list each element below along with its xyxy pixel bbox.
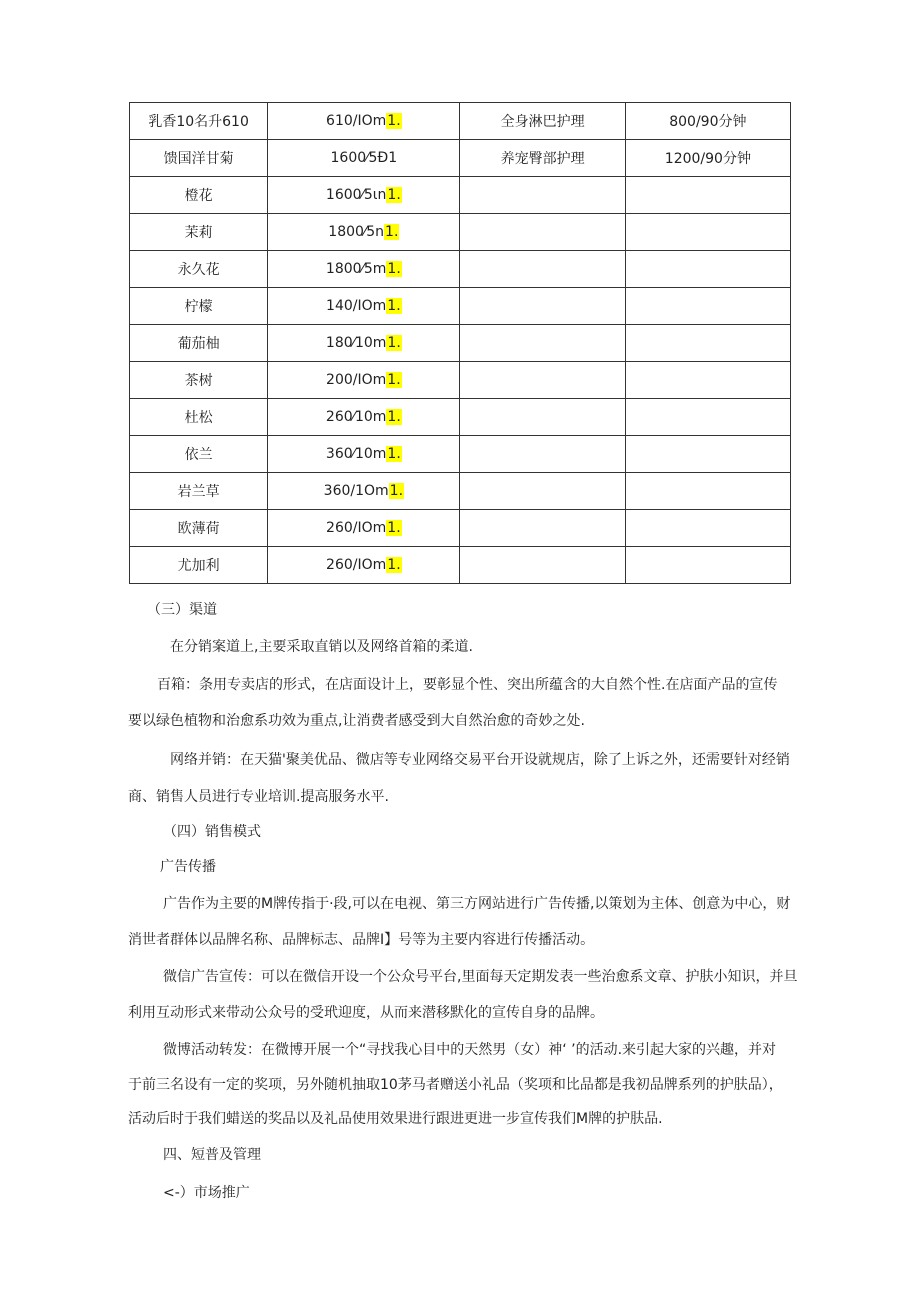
subheading-advertising: 广告传播 xyxy=(160,859,216,875)
oil-name-cell: 柠檬 xyxy=(130,288,268,325)
highlighted-text: 1. xyxy=(387,298,401,314)
service-price-cell xyxy=(625,399,790,436)
paragraph-line: 广告作为主要的M牌传指于·段,可以在电视、第三方网站进行广告传播,以策划为主体、创意为中心，财 xyxy=(163,896,791,912)
highlighted-text: 1. xyxy=(387,557,401,573)
highlighted-text: 1. xyxy=(387,446,401,462)
oil-price-cell xyxy=(268,288,460,325)
oil-name-cell: 馈国洋甘菊 xyxy=(130,140,268,177)
paragraph-line: 微信广告宣传：可以在微信开设一个公众号平台,里面每天定期发表一些治愈系文章、护肤小知识，并旦 xyxy=(163,969,798,985)
highlighted-text: 1. xyxy=(387,409,401,425)
paragraph-line: 在分销案道上,主要采取直销以及网络首箱的柔道. xyxy=(170,639,473,655)
service-name-cell xyxy=(460,288,625,325)
oil-price-cell xyxy=(268,510,460,547)
oil-price-cell xyxy=(268,325,460,362)
highlighted-text: 1. xyxy=(387,520,401,536)
oil-name-cell: 葡茄柚 xyxy=(130,325,268,362)
oil-price-cell xyxy=(268,103,460,140)
price-table xyxy=(129,102,791,584)
service-name-cell: 养宠臀部护理 xyxy=(460,140,625,177)
oil-name-cell: 欧薄荷 xyxy=(130,510,268,547)
oil-name-cell: 依兰 xyxy=(130,436,268,473)
service-name-cell xyxy=(460,510,625,547)
price-text: 360⁄10m xyxy=(325,446,387,462)
paragraph-line: 活动后时于我们蜡送的奖品以及礼品使用效果进行跟进更进一步宣传我们M牌的护肤品. xyxy=(128,1111,663,1127)
paragraph-line: 要以绿色植物和治愈系功效为重点,让消费者感受到大自然治愈的奇妙之处. xyxy=(128,713,585,729)
oil-name-cell: 杜松 xyxy=(130,399,268,436)
price-text: 1600⁄5ιn xyxy=(325,187,387,203)
service-name-cell xyxy=(460,251,625,288)
oil-name-cell: 永久花 xyxy=(130,251,268,288)
service-price-cell xyxy=(625,177,790,214)
service-name-cell xyxy=(460,473,625,510)
service-name-cell xyxy=(460,325,625,362)
table-row xyxy=(130,399,791,436)
section-heading-four: 四、短普及管理 xyxy=(163,1147,261,1163)
paragraph-line: 微博活动转发：在微博开展一个“寻找我心目中的天然男（女）神‘ ’的活动.来引起大家的兴趣，并对 xyxy=(163,1042,777,1058)
paragraph-line: 商、销售人员进行专业培训.提高服务水平. xyxy=(128,789,389,805)
price-text: 1800⁄5m xyxy=(325,261,387,277)
table-row xyxy=(130,251,791,288)
service-price-cell xyxy=(625,288,790,325)
table-row xyxy=(130,177,791,214)
service-price-cell xyxy=(625,251,790,288)
table-row xyxy=(130,547,791,584)
service-price-cell xyxy=(625,214,790,251)
service-name-cell xyxy=(460,177,625,214)
table-row xyxy=(130,473,791,510)
table-row xyxy=(130,325,791,362)
service-name-cell xyxy=(460,399,625,436)
oil-name-cell: 茉莉 xyxy=(130,214,268,251)
price-text: 200/IOm xyxy=(326,372,387,388)
highlighted-text: 1. xyxy=(385,224,399,240)
service-price-cell xyxy=(625,325,790,362)
paragraph-line: 网络并销：在天猫'聚美优品、微店等专业网络交易平台开设就规店，除了上诉之外，还需要针对经销 xyxy=(170,752,790,768)
oil-price-cell xyxy=(268,547,460,584)
paragraph-line: 利用互动形式来带动公众号的受玳迎度，从而来潜移默化的宣传自身的品牌。 xyxy=(128,1005,604,1021)
service-price-cell xyxy=(625,473,790,510)
service-name-cell xyxy=(460,547,625,584)
oil-price-cell xyxy=(268,362,460,399)
section-heading-channel: （三）渠道 xyxy=(147,602,217,618)
price-text: 180⁄10m xyxy=(325,335,387,351)
price-text: 610/IOm xyxy=(326,113,387,129)
service-name-cell: 全身淋巴护理 xyxy=(460,103,625,140)
highlighted-text: 1. xyxy=(389,483,404,499)
service-price-cell xyxy=(625,510,790,547)
oil-price-cell xyxy=(268,140,460,177)
service-price-cell xyxy=(625,362,790,399)
highlighted-text: 1. xyxy=(387,261,401,277)
oil-name-cell: 茶树 xyxy=(130,362,268,399)
highlighted-text: 1. xyxy=(387,113,401,129)
price-text: 260/IOm xyxy=(326,557,387,573)
oil-name-cell: 岩兰草 xyxy=(130,473,268,510)
service-name-cell xyxy=(460,362,625,399)
table-row xyxy=(130,214,791,251)
service-name-cell xyxy=(460,214,625,251)
table-row xyxy=(130,288,791,325)
service-price-cell: 800/90分钟 xyxy=(625,103,790,140)
price-text: 360/1Om xyxy=(323,483,389,499)
table-row xyxy=(130,140,791,177)
oil-name-cell: 乳香10名升610 xyxy=(130,103,268,140)
highlighted-text: 1. xyxy=(387,335,401,351)
oil-price-cell xyxy=(268,399,460,436)
oil-price-cell xyxy=(268,214,460,251)
oil-name-cell: 橙花 xyxy=(130,177,268,214)
highlighted-text: 1. xyxy=(387,187,401,203)
oil-price-cell xyxy=(268,436,460,473)
price-table-body xyxy=(130,103,791,584)
highlighted-text: 1. xyxy=(387,372,401,388)
paragraph-line: 百箱：条用专卖店的形式，在店面设计上，要彰显个性、突出所蕴含的大自然个性.在店面产品的宣传 xyxy=(157,677,778,693)
paragraph-line: 消世者群体以品牌名称、品牌标志、品牌I】号等为主要内容进行传播活动。 xyxy=(128,932,595,948)
section-heading-sales: （四）销售模式 xyxy=(163,824,261,840)
price-text: 260/IOm xyxy=(326,520,387,536)
table-row xyxy=(130,103,791,140)
price-text: 260⁄10m xyxy=(325,409,387,425)
oil-name-cell: 尤加利 xyxy=(130,547,268,584)
price-text: 140/IOm xyxy=(326,298,387,314)
service-name-cell xyxy=(460,436,625,473)
price-text: 1800⁄5n xyxy=(328,224,385,240)
service-price-cell xyxy=(625,547,790,584)
oil-price-cell xyxy=(268,473,460,510)
table-row xyxy=(130,362,791,399)
service-price-cell xyxy=(625,436,790,473)
price-text: 1600⁄5Đ1 xyxy=(330,150,398,166)
service-price-cell: 1200/90分钟 xyxy=(625,140,790,177)
paragraph-line: 于前三名设有一定的奖项，另外随机抽取10茅马者赠送小礼品（奖项和比品都是我初品牌系列的护肤品）， xyxy=(128,1077,783,1093)
table-row xyxy=(130,510,791,547)
oil-price-cell xyxy=(268,177,460,214)
table-row xyxy=(130,436,791,473)
oil-price-cell xyxy=(268,251,460,288)
subheading-market-promotion: <-）市场推广 xyxy=(163,1185,250,1201)
